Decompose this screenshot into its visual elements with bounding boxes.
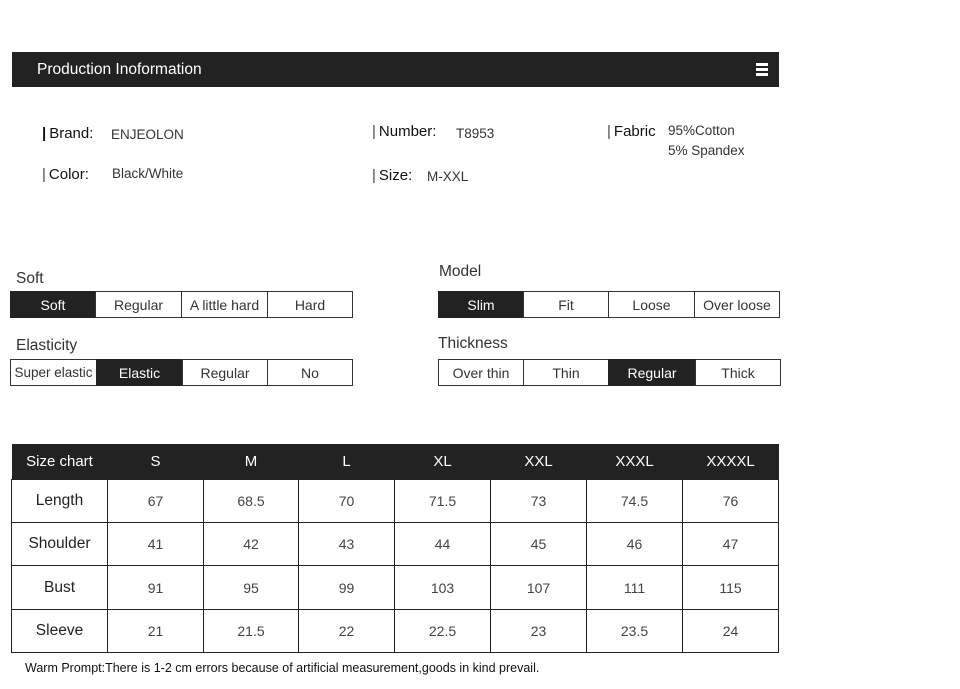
size-chart-table: [11, 444, 779, 653]
elasticity-option: Elastic: [96, 359, 183, 386]
warm-prompt-note: Warm Prompt:There is 1-2 cm errors because of artificial measurement,goods in kind prevail.: [25, 661, 540, 675]
size-info: [372, 167, 492, 184]
brand-label: Brand:: [49, 125, 94, 142]
bar-marker: |: [372, 123, 376, 140]
table-row: [12, 480, 779, 523]
table-cell: 22.5: [395, 610, 491, 653]
size-label: Size:: [378, 167, 413, 184]
size-value: M-XXL: [427, 169, 469, 184]
fabric-value-1: 95%Cotton: [668, 123, 735, 138]
table-cell: 47: [683, 523, 779, 566]
soft-option: Regular: [95, 291, 182, 318]
table-cell: 43: [299, 523, 395, 566]
table-cell: 74.5: [587, 480, 683, 523]
elasticity-option: No: [267, 359, 353, 386]
table-cell: 41: [108, 523, 204, 566]
elasticity-option: Regular: [182, 359, 268, 386]
hamburger-menu-icon: [756, 63, 768, 76]
size-chart-header: XXL: [491, 444, 587, 480]
size-chart-header: S: [108, 444, 204, 480]
thickness-option: Regular: [608, 359, 696, 386]
color-value: Black/White: [112, 166, 184, 181]
table-cell: 103: [395, 566, 491, 610]
bar-marker: |: [42, 166, 46, 183]
row-label: Shoulder: [12, 523, 108, 566]
model-option: Loose: [608, 291, 695, 318]
fabric-label: Fabric: [613, 123, 656, 140]
model-option: Over loose: [694, 291, 780, 318]
size-chart-header: M: [204, 444, 299, 480]
table-cell: 70: [299, 480, 395, 523]
thickness-option: Over thin: [438, 359, 524, 386]
table-cell: 21.5: [204, 610, 299, 653]
fabric-value-2: 5% Spandex: [668, 143, 745, 158]
soft-option: Hard: [267, 291, 353, 318]
thickness-option: Thick: [695, 359, 781, 386]
soft-option: Soft: [10, 291, 96, 318]
table-cell: 99: [299, 566, 395, 610]
table-cell: 23: [491, 610, 587, 653]
table-cell: 71.5: [395, 480, 491, 523]
model-option: Slim: [438, 291, 524, 318]
table-cell: 111: [587, 566, 683, 610]
table-cell: 67: [108, 480, 204, 523]
table-cell: 95: [204, 566, 299, 610]
table-row: [12, 523, 779, 566]
model-options: [438, 291, 780, 318]
info-header-bar: [12, 52, 779, 87]
elasticity-label: Elasticity: [16, 337, 78, 354]
size-chart-header: XXXXL: [683, 444, 779, 480]
thickness-options: [438, 359, 781, 386]
model-label: Model: [439, 263, 482, 280]
soft-options: [10, 291, 353, 318]
table-row: [12, 610, 779, 653]
color-label: Color:: [48, 166, 89, 183]
brand-value: ENJEOLON: [111, 127, 184, 142]
table-cell: 44: [395, 523, 491, 566]
header-title: Production Inoformation: [37, 61, 202, 78]
thickness-label: Thickness: [438, 335, 508, 352]
number-info: [372, 123, 532, 140]
bar-marker: |: [607, 123, 611, 140]
soft-label: Soft: [16, 270, 44, 287]
size-chart-header: Size chart: [12, 444, 108, 480]
brand-info: [42, 125, 202, 142]
table-cell: 42: [204, 523, 299, 566]
elasticity-options: [10, 359, 353, 386]
table-cell: 21: [108, 610, 204, 653]
table-cell: 23.5: [587, 610, 683, 653]
model-option: Fit: [523, 291, 609, 318]
table-cell: 107: [491, 566, 587, 610]
table-cell: 115: [683, 566, 779, 610]
row-label: Length: [12, 480, 108, 523]
number-label: Number:: [378, 123, 437, 140]
table-cell: 46: [587, 523, 683, 566]
table-cell: 24: [683, 610, 779, 653]
color-info: [42, 166, 222, 183]
bar-marker: |: [42, 125, 47, 142]
size-chart-header-row: [12, 444, 779, 480]
size-chart-header: XL: [395, 444, 491, 480]
table-cell: 73: [491, 480, 587, 523]
row-label: Bust: [12, 566, 108, 610]
elasticity-option: Super elastic: [10, 359, 97, 386]
table-row: [12, 566, 779, 610]
table-cell: 22: [299, 610, 395, 653]
thickness-option: Thin: [523, 359, 609, 386]
table-cell: 45: [491, 523, 587, 566]
table-cell: 68.5: [204, 480, 299, 523]
size-chart-header: XXXL: [587, 444, 683, 480]
number-value: T8953: [456, 126, 495, 141]
size-chart-header: L: [299, 444, 395, 480]
bar-marker: |: [372, 167, 376, 184]
soft-option: A little hard: [181, 291, 268, 318]
row-label: Sleeve: [12, 610, 108, 653]
table-cell: 91: [108, 566, 204, 610]
table-cell: 76: [683, 480, 779, 523]
fabric-info: [607, 123, 767, 158]
